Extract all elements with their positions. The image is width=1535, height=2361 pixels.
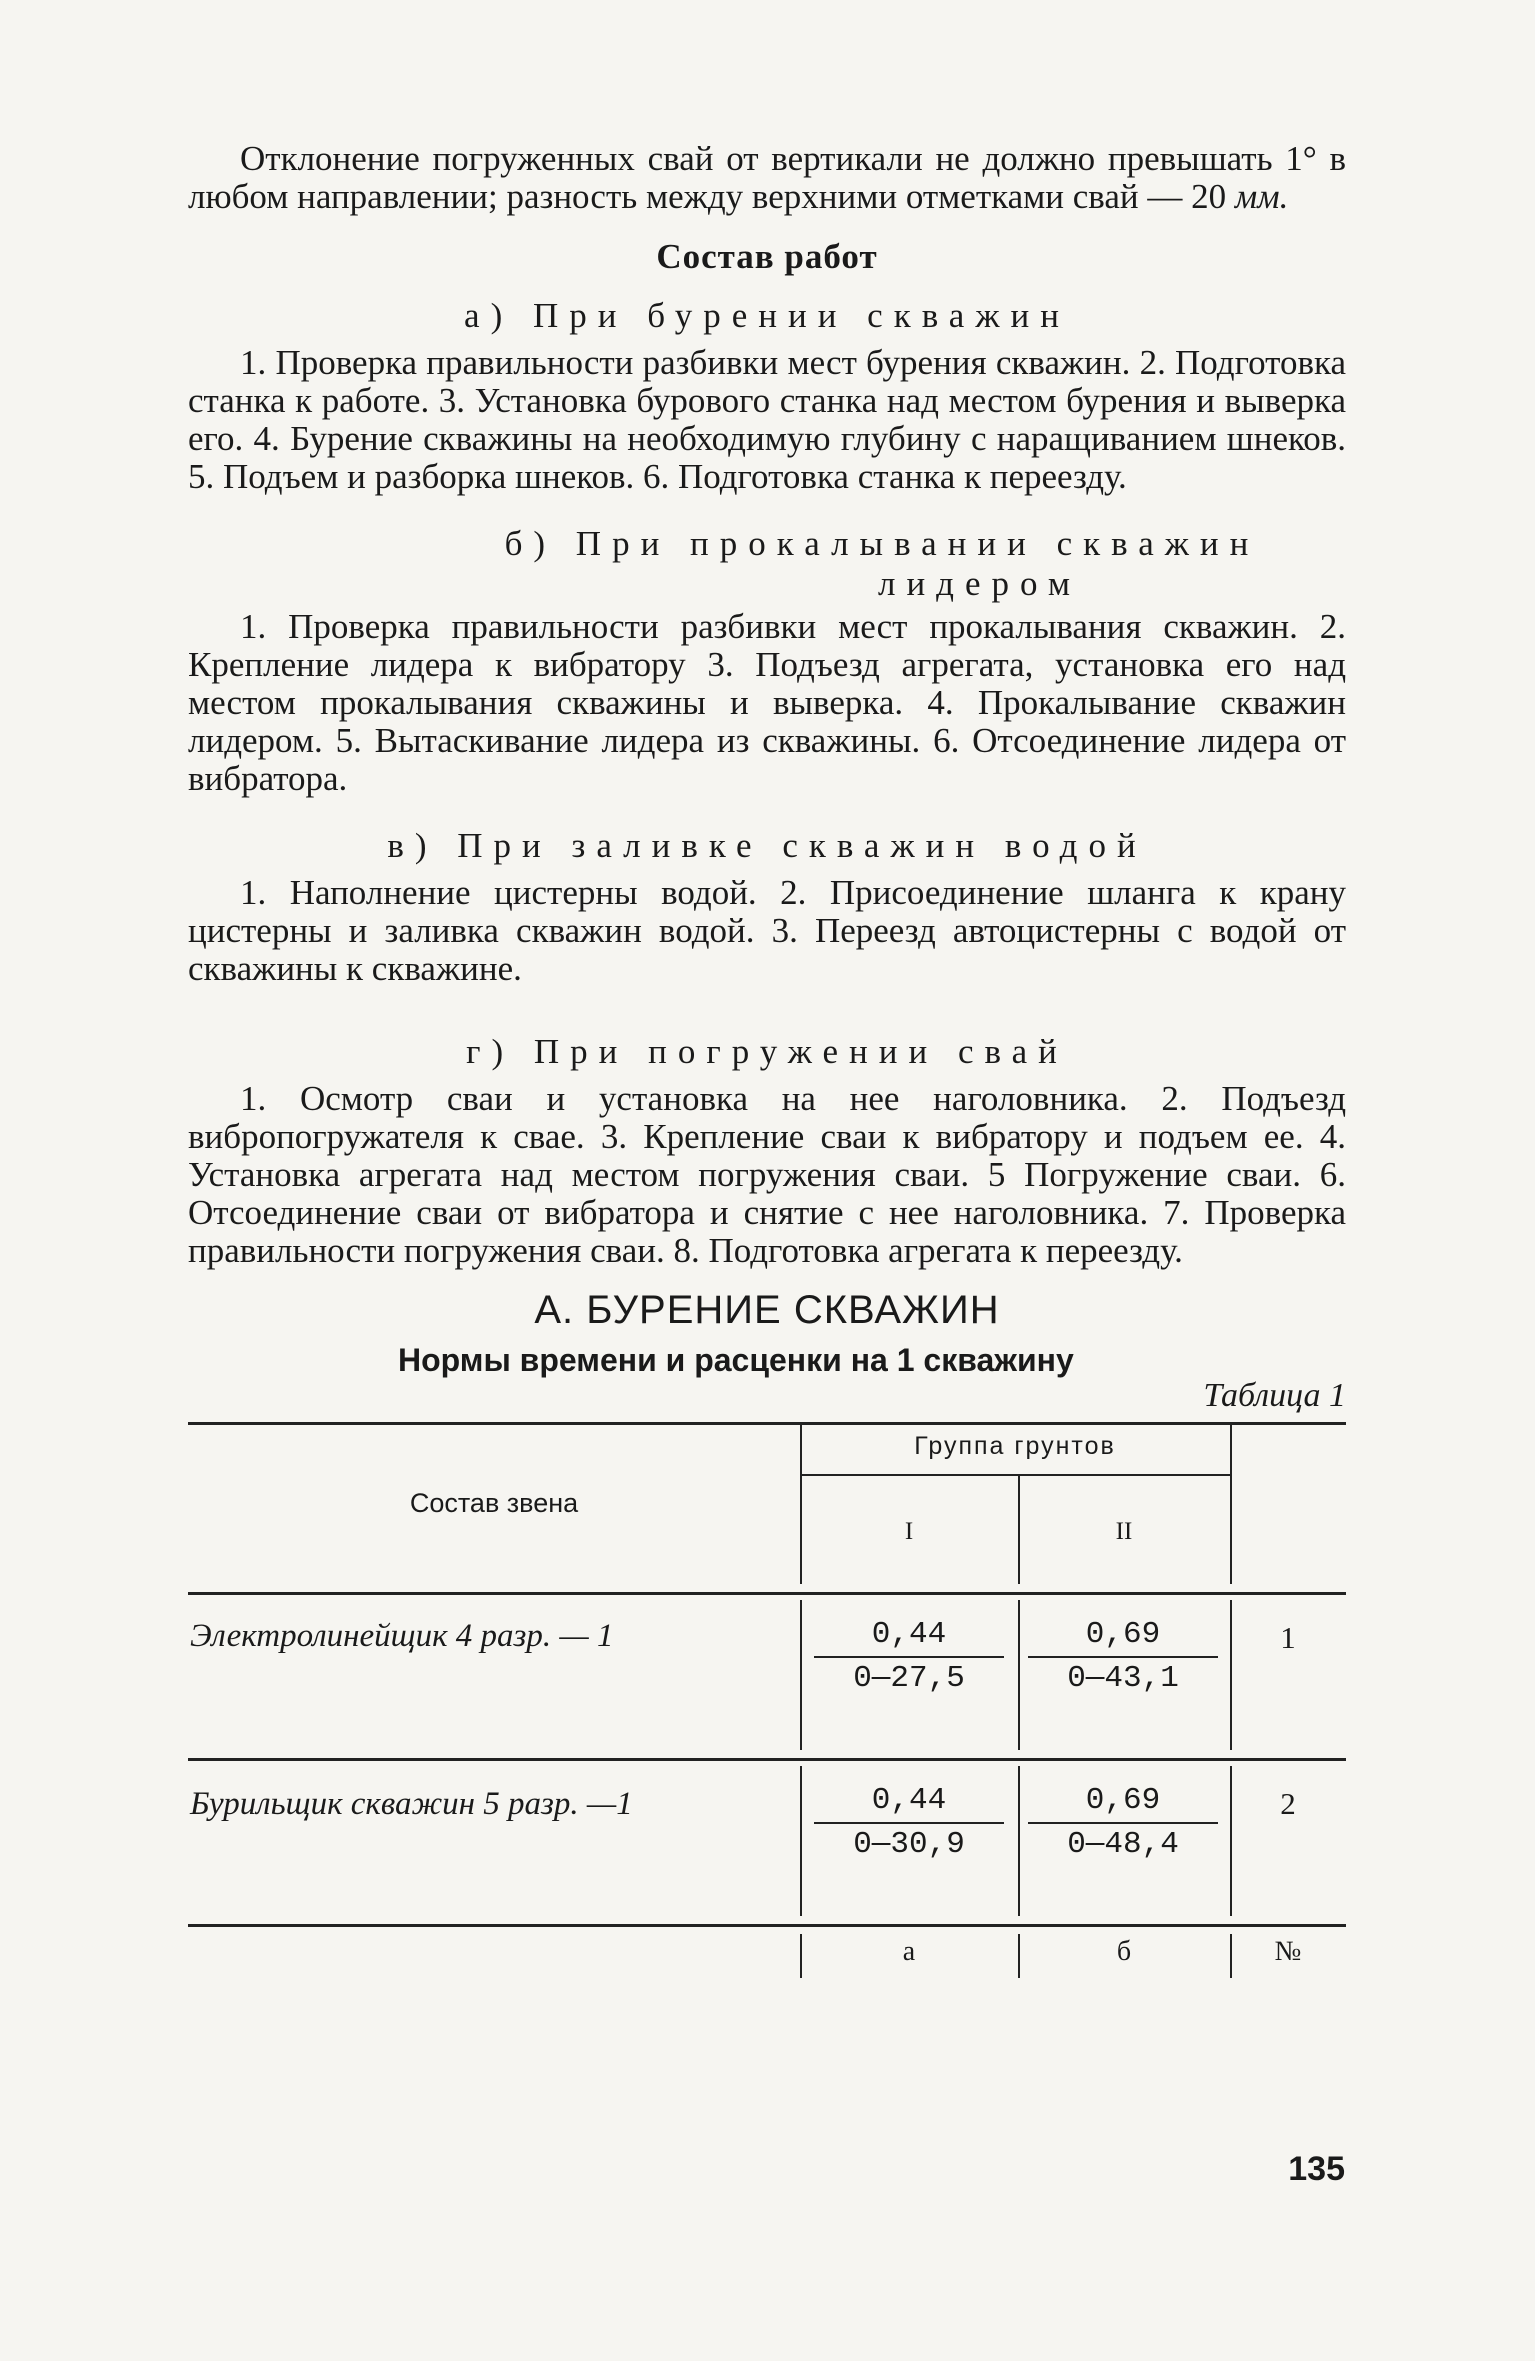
vrule-row1-2	[1018, 1600, 1020, 1750]
row1-ii-norm: 0,69	[1028, 1618, 1218, 1658]
section-a-text: 1. Проверка правильности разбивки мест бурения скважин. 2. Подготовка станка к работе. 3. Установка бурового станка над местом бурения и выверка его. 4. Бурение скважины на необходимую глубину с наращиванием шнеков. 5. Подъем и разборка шнеков. 6. Подготовка станка к переезду.	[188, 343, 1346, 496]
intro-text: Отклонение погруженных свай от вертикали не должно превышать 1° в любом направлении; разность между верхними отметками свай — 20	[188, 139, 1346, 216]
row2-ii-norm: 0,69	[1028, 1784, 1218, 1824]
norms-table	[188, 1422, 1346, 1982]
row1-ii-value	[1028, 1618, 1218, 1696]
footer-col-a: а	[902, 1936, 916, 1967]
page-number: 135	[1288, 2150, 1345, 2188]
table-caption: Нормы времени и расценки на 1 скважину	[398, 1342, 1074, 1378]
row1-i-norm: 0,44	[814, 1618, 1004, 1658]
section-b-text: 1. Проверка правильности разбивки мест прокалывания скважин. 2. Крепление лидера к вибратору 3. Подъезд агрегата, установка его над местом прокалывания скважины и выверка. 4. Прокалывание скважин лидером. 5. Вытаскивание лидера из скважины. 6. Отсоединение лидера от вибратора.	[188, 607, 1346, 798]
row2-crew: Бурильщик скважин 5 разр. —1	[190, 1786, 633, 1822]
footer-col-no: №	[1274, 1936, 1302, 1967]
section-d-text: 1. Осмотр сваи и установка на нее наголовника. 2. Подъезд вибропогружателя к свае. 3. Крепление сваи к вибратору и подъем ее. 4. Установка агрегата над местом погружения сваи. 5 Погружение сваи. 6. Отсоединение сваи от вибратора и снятие с нее наголовника. 7. Проверка правильности погружения сваи. 8. Подготовка агрегата к переезду.	[188, 1079, 1346, 1270]
section-b-title-line2: лидером	[877, 564, 1082, 603]
section-d-title: г) При погружении свай	[466, 1032, 1068, 1071]
vrule-row2-2	[1018, 1766, 1020, 1916]
row2-i-value	[814, 1784, 1004, 1862]
table-label: Таблица 1	[1203, 1377, 1346, 1414]
section-b-title	[188, 524, 1346, 604]
table-bottom-rule	[188, 1924, 1346, 1927]
row1-i-value	[814, 1618, 1004, 1696]
document-page	[188, 140, 1346, 1982]
vrule-row2-1	[800, 1766, 802, 1916]
row2-ii-rate: 0—48,4	[1067, 1827, 1179, 1862]
header-crew: Состав звена	[409, 1488, 579, 1518]
header-col-ii: II	[1115, 1518, 1133, 1545]
row2-i-norm: 0,44	[814, 1784, 1004, 1824]
header-soil-group: Группа грунтов	[914, 1432, 1116, 1460]
vrule-row1-1	[800, 1600, 802, 1750]
work-composition-title: Состав работ	[656, 237, 878, 276]
intro-unit: мм.	[1234, 177, 1289, 216]
table-top-rule	[188, 1422, 1346, 1425]
section-a-title: а) При бурении скважин	[464, 296, 1070, 335]
group-subheader-rule	[800, 1474, 1230, 1476]
vrule-header-3	[1230, 1422, 1232, 1584]
row2-number: 2	[1280, 1786, 1296, 1821]
section-c-text: 1. Наполнение цистерны водой. 2. Присоединение шланга к крану цистерны и заливка скважин водой. 3. Переезд автоцистерны с водой от скважины к скважине.	[188, 873, 1346, 988]
row1-ii-rate: 0—43,1	[1067, 1661, 1179, 1696]
row1-crew: Электролинейщик 4 разр. — 1	[190, 1618, 614, 1654]
row2-i-rate: 0—30,9	[853, 1827, 965, 1862]
footer-col-b: б	[1116, 1936, 1132, 1967]
intro-paragraph	[188, 140, 1346, 216]
section-c-title: в) При заливке скважин водой	[387, 826, 1147, 865]
header-bottom-rule	[188, 1592, 1346, 1595]
row1-number: 1	[1280, 1620, 1296, 1655]
section-b-title-line1: б) При прокалывании скважин	[504, 524, 1260, 563]
row2-ii-value	[1028, 1784, 1218, 1862]
part-title: А. БУРЕНИЕ СКВАЖИН	[534, 1288, 1000, 1332]
row1-i-rate: 0—27,5	[853, 1661, 965, 1696]
row-separator-rule	[188, 1758, 1346, 1761]
header-col-i: I	[904, 1518, 914, 1545]
